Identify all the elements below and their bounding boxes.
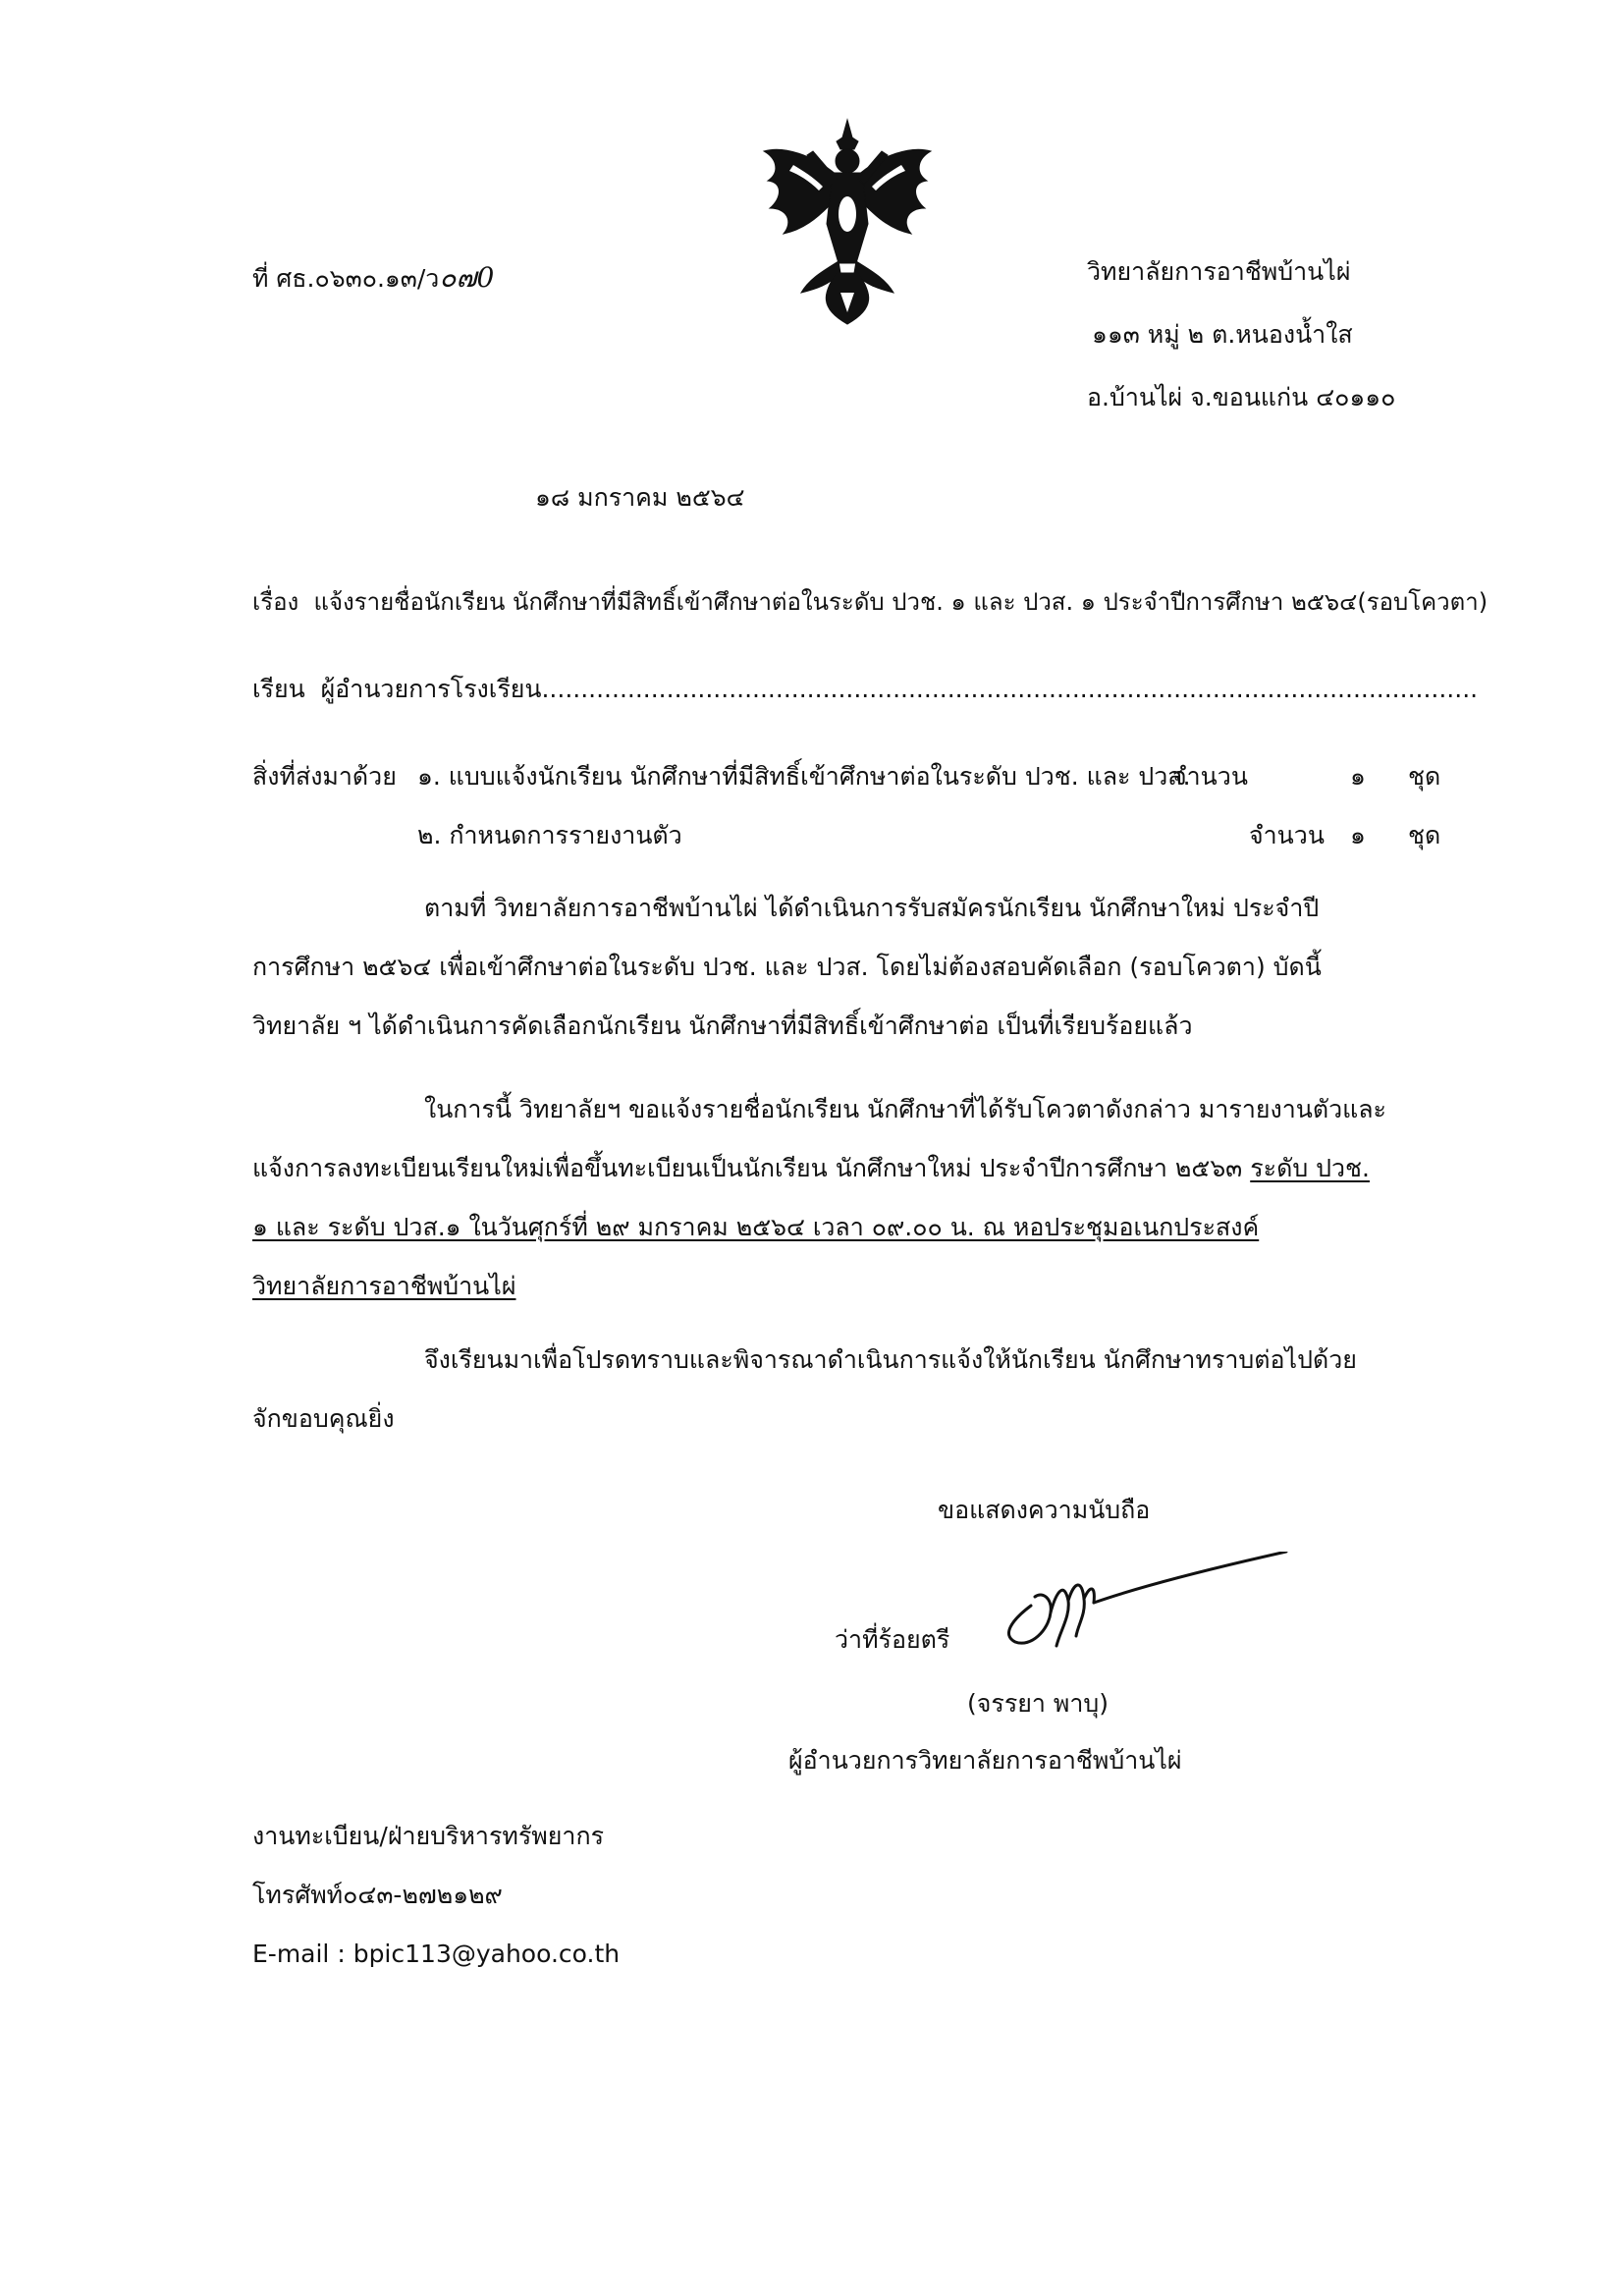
enclosure-qty: ๑ <box>1350 762 1366 791</box>
footer-email: E-mail : bpic113@yahoo.co.th <box>252 1940 621 1968</box>
subject-label: เรื่อง <box>252 588 299 616</box>
paragraph-line: ในการนี้ วิทยาลัยฯ ขอแจ้งรายชื่อนักเรียน นักศึกษาที่ได้รับโควตาดังกล่าว มารายงานตัวและ <box>424 1095 1386 1123</box>
enclosures-label: สิ่งที่ส่งมาด้วย <box>252 762 397 791</box>
enclosure-unit: ชุด <box>1408 762 1441 791</box>
enclosure-text: ๒. กำหนดการรายงานตัว <box>417 821 682 849</box>
reference-number <box>252 263 494 294</box>
paragraph-line <box>252 1257 1456 1316</box>
footer-department: งานทะเบียน/ฝ่ายบริหารทรัพยากร <box>252 1822 605 1850</box>
paragraph-line <box>252 1198 1456 1257</box>
enclosures-block <box>252 762 1441 880</box>
paragraph-line: ตามที่ วิทยาลัยการอาชีพบ้านไผ่ ได้ดำเนินการรับสมัครนักเรียน นักศึกษาใหม่ ประจำปี <box>424 894 1320 922</box>
underlined-text: วิทยาลัยการอาชีพบ้านไผ่ <box>252 1272 516 1300</box>
enclosure-item <box>252 821 1441 880</box>
org-name: วิทยาลัยการอาชีพบ้านไผ่ <box>1087 257 1351 286</box>
closing-phrase: ขอแสดงความนับถือ <box>938 1496 1151 1524</box>
garuda-emblem-icon <box>754 116 941 327</box>
enclosure-text: ๑. แบบแจ้งนักเรียน นักศึกษาที่มีสิทธิ์เข้าศึกษาต่อในระดับ ปวช. และ ปวส. <box>417 762 1191 791</box>
signatory-name: (จรรยา พาบุ) <box>967 1689 1110 1718</box>
reference-prefix: ที่ ศธ.๐๖๓๐.๑๓/ว <box>252 264 440 293</box>
footer-phone: โทรศัพท์๐๔๓-๒๗๒๑๒๙ <box>252 1881 503 1909</box>
enclosure-item <box>252 762 1441 821</box>
org-address-line-1: ๑๑๓ หมู่ ๒ ต.หนองน้ำใส <box>1092 320 1353 349</box>
recipient-text: ผู้อำนวยการโรงเรียน........................................................................................................................ <box>320 675 1479 703</box>
paragraph-line <box>252 1139 1456 1198</box>
subject-text: แจ้งรายชื่อนักเรียน นักศึกษาที่มีสิทธิ์เข้าศึกษาต่อในระดับ ปวช. ๑ และ ปวส. ๑ ประจำปีการศึกษา ๒๕๖๔(รอบโควตา) <box>313 588 1489 616</box>
reference-handwritten-number: ๐๗0 <box>439 261 495 294</box>
paragraph-line: จักขอบคุณยิ่ง <box>252 1404 395 1433</box>
paragraph-text: แจ้งการลงทะเบียนเรียนใหม่เพื่อขึ้นทะเบียนเป็นนักเรียน นักศึกษาใหม่ ประจำปีการศึกษา ๒๕๖๓ <box>252 1154 1251 1182</box>
letter-date: ๑๘ มกราคม ๒๕๖๔ <box>535 483 745 512</box>
paragraph-line: จึงเรียนมาเพื่อโปรดทราบและพิจารณาดำเนินการแจ้งให้นักเรียน นักศึกษาทราบต่อไปด้วย <box>424 1345 1357 1374</box>
underlined-text: ๑ และ ระดับ ปวส.๑ ในวันศุกร์ที่ ๒๙ มกราคม ๒๕๖๔ เวลา ๐๙.๐๐ น. ณ หอประชุมอเนกประสงค์ <box>252 1213 1260 1241</box>
signatory-position: ผู้อำนวยการวิทยาลัยการอาชีพบ้านไผ่ <box>788 1746 1182 1775</box>
body-paragraph-2 <box>252 1080 1456 1316</box>
enclosure-qty: ๑ <box>1350 821 1366 849</box>
paragraph-line: การศึกษา ๒๕๖๔ เพื่อเข้าศึกษาต่อในระดับ ปวช. และ ปวส. โดยไม่ต้องสอบคัดเลือก (รอบโควตา) บัดนี้ <box>252 953 1322 981</box>
underlined-text: ระดับ ปวช. <box>1250 1154 1370 1182</box>
org-address-line-2: อ.บ้านไผ่ จ.ขอนแก่น ๔๐๑๑๐ <box>1087 383 1396 411</box>
body-paragraph-3 <box>252 1331 1456 1449</box>
subject-line <box>252 587 1488 617</box>
enclosure-qty-label: จำนวน <box>1249 821 1325 849</box>
body-paragraph-1 <box>252 879 1456 1056</box>
signatory-rank: ว่าที่ร้อยตรี <box>835 1625 950 1654</box>
sender-address-block <box>1087 257 1395 446</box>
handwritten-signature <box>992 1552 1306 1660</box>
recipient-label: เรียน <box>252 675 305 703</box>
paragraph-line: วิทยาลัย ฯ ได้ดำเนินการคัดเลือกนักเรียน นักศึกษาที่มีสิทธิ์เข้าศึกษาต่อ เป็นที่เรียบร้อยแล้ว <box>252 1011 1193 1040</box>
enclosure-unit: ชุด <box>1408 821 1441 849</box>
recipient-line <box>252 675 1478 704</box>
enclosure-qty-label: จำนวน <box>1172 762 1248 791</box>
